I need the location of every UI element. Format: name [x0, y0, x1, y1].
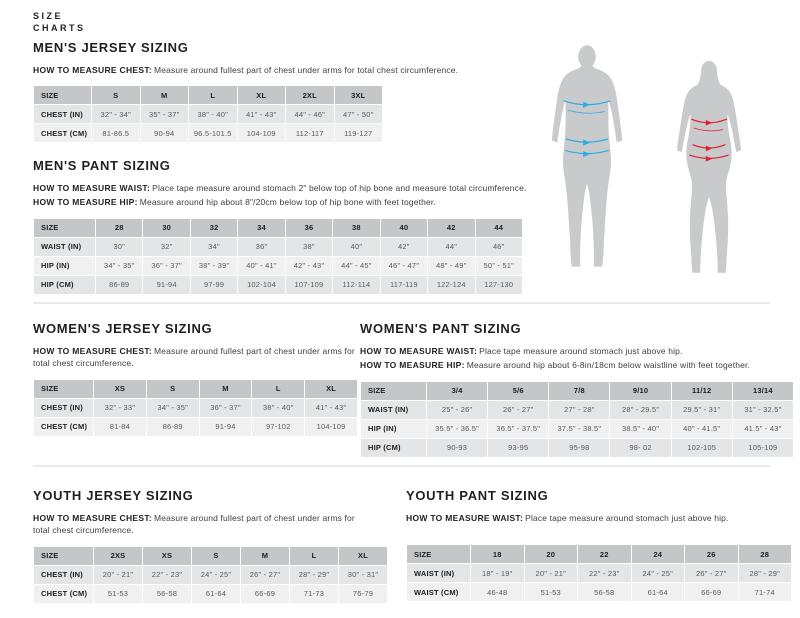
table-header-row [34, 379, 358, 398]
header-cell: SIZE [407, 545, 471, 564]
table-row [34, 256, 523, 275]
data-cell: 38" - 40" [189, 105, 238, 124]
row-label-cell: HIP (IN) [34, 256, 96, 275]
data-cell: 22" - 23" [578, 564, 632, 583]
data-cell: 91-94 [143, 275, 190, 294]
data-cell: 46" - 47" [380, 256, 427, 275]
row-label-cell: HIP (CM) [34, 275, 96, 294]
header-cell: 11/12 [671, 381, 732, 400]
measure-instruction [33, 512, 373, 537]
row-label-cell: CHEST (IN) [34, 105, 92, 124]
data-cell: 81-86.5 [92, 124, 141, 143]
instruction-label: HOW TO MEASURE WAIST: [33, 183, 151, 193]
data-cell: 25" - 26" [427, 400, 488, 419]
instruction-label: HOW TO MEASURE WAIST: [406, 513, 524, 523]
header-cell: M [199, 379, 252, 398]
table-row [34, 398, 358, 417]
header-cell: XL [339, 546, 388, 565]
header-cell: 22 [578, 545, 632, 564]
header-cell: 18 [471, 545, 525, 564]
data-cell: 24" - 25" [631, 564, 685, 583]
table-row [34, 417, 358, 436]
table-row [361, 419, 794, 438]
row-label-cell: WAIST (IN) [407, 564, 471, 583]
table-row [34, 565, 388, 584]
header-cell: 9/10 [610, 381, 671, 400]
row-label-cell: WAIST (CM) [407, 583, 471, 602]
mens-pant-section [33, 158, 535, 295]
data-cell: 40" - 41" [238, 256, 285, 275]
header-cell: 44 [475, 218, 523, 237]
data-cell: 35" - 37" [140, 105, 189, 124]
data-cell: 34" [190, 237, 237, 256]
header-cell: 2XS [94, 546, 143, 565]
data-cell: 32" - 33" [94, 398, 147, 417]
female-figure [669, 53, 749, 283]
table-row [34, 584, 388, 603]
header-cell: L [189, 86, 238, 105]
row-label-cell: CHEST (IN) [34, 398, 94, 417]
section-title: YOUTH JERSEY SIZING [33, 488, 194, 503]
section-title: YOUTH PANT SIZING [406, 488, 549, 503]
header-cell: 32 [190, 218, 237, 237]
data-cell: 22" - 23" [143, 565, 192, 584]
section-divider [33, 465, 770, 467]
data-cell: 112-114 [333, 275, 380, 294]
data-cell: 61-64 [631, 583, 685, 602]
data-cell: 28" - 29" [290, 565, 339, 584]
header-cell: 2XL [286, 86, 335, 105]
data-cell: 51-53 [94, 584, 143, 603]
table-row [34, 124, 383, 143]
data-cell: 27" - 28" [549, 400, 610, 419]
data-cell: 76-79 [339, 584, 388, 603]
data-cell: 36" - 37" [143, 256, 190, 275]
data-cell: 26" - 27" [488, 400, 549, 419]
header-cell: SIZE [34, 86, 92, 105]
data-cell: 42" [380, 237, 427, 256]
data-cell: 36.5" - 37.5" [488, 419, 549, 438]
header-cell: 40 [380, 218, 427, 237]
header-cell: SIZE [361, 381, 427, 400]
header-cell: 5/6 [488, 381, 549, 400]
header-cell: SIZE [34, 379, 94, 398]
instruction-text: Measure around fullest part of chest under arms for total chest circumference. [33, 346, 355, 369]
row-label-cell: WAIST (IN) [361, 400, 427, 419]
measure-instruction [360, 359, 795, 371]
table-header-row [34, 546, 388, 565]
table-row [34, 105, 383, 124]
header-cell: S [146, 379, 199, 398]
header-cell: L [252, 379, 305, 398]
table-header-row [407, 545, 792, 564]
data-cell: 36" [238, 237, 285, 256]
data-cell: 71-74 [738, 583, 792, 602]
instruction-text: Measure around fullest part of chest under arms for total chest circumference. [154, 65, 459, 75]
data-cell: 81-84 [94, 417, 147, 436]
header-cell: S [192, 546, 241, 565]
data-cell: 51-53 [524, 583, 578, 602]
mens-pant-size-table [33, 218, 523, 295]
data-cell: 112-117 [286, 124, 335, 143]
data-cell: 20" - 21" [524, 564, 578, 583]
instruction-label: HOW TO MEASURE HIP: [33, 197, 138, 208]
data-cell: 31" - 32.5" [732, 400, 793, 419]
data-cell: 66-69 [241, 584, 290, 603]
size-charts-logo [33, 10, 86, 34]
data-cell: 30" - 31" [339, 565, 388, 584]
data-cell: 50" - 51" [475, 256, 523, 275]
data-cell: 105-109 [732, 438, 793, 457]
table-header-row [361, 381, 794, 400]
data-cell: 44" [428, 237, 475, 256]
data-cell: 56-58 [578, 583, 632, 602]
data-cell: 30" [96, 237, 143, 256]
data-cell: 34" - 35" [146, 398, 199, 417]
instruction-label: HOW TO MEASURE CHEST: [33, 65, 153, 75]
data-cell: 91-94 [199, 417, 252, 436]
header-cell: 13/14 [732, 381, 793, 400]
measure-instruction [33, 64, 535, 76]
header-cell: 20 [524, 545, 578, 564]
data-cell: 46" [475, 237, 523, 256]
row-label-cell: CHEST (CM) [34, 124, 92, 143]
data-cell: 97-102 [252, 417, 305, 436]
table-row [34, 237, 523, 256]
data-cell: 38.5" - 40" [610, 419, 671, 438]
header-cell: XL [305, 379, 358, 398]
womens-pant-section [360, 321, 795, 458]
table-row [407, 583, 792, 602]
data-cell: 44" - 45" [333, 256, 380, 275]
data-cell: 38" [285, 237, 332, 256]
instruction-text: Place tape measure around stomach just above hip. [479, 346, 683, 356]
header-cell: 3/4 [427, 381, 488, 400]
data-cell: 107-109 [285, 275, 332, 294]
data-cell: 66-69 [685, 583, 739, 602]
data-cell: 37.5" - 38.5" [549, 419, 610, 438]
data-cell: 102-104 [238, 275, 285, 294]
header-cell: 42 [428, 218, 475, 237]
header-cell: 36 [285, 218, 332, 237]
data-cell: 86-89 [146, 417, 199, 436]
data-cell: 42" - 43" [285, 256, 332, 275]
data-cell: 26" - 27" [685, 564, 739, 583]
instruction-label: HOW TO MEASURE CHEST: [33, 513, 153, 523]
data-cell: 41" - 43" [305, 398, 358, 417]
youth-jersey-section [33, 488, 389, 604]
header-cell: S [92, 86, 141, 105]
data-cell: 40" [333, 237, 380, 256]
data-cell: 35.5" - 36.5" [427, 419, 488, 438]
data-cell: 38" - 39" [190, 256, 237, 275]
womens-pant-size-table [360, 381, 794, 458]
header-cell: 28 [738, 545, 792, 564]
data-cell: 20" - 21" [94, 565, 143, 584]
data-cell: 32" [143, 237, 190, 256]
data-cell: 29.5" - 31" [671, 400, 732, 419]
data-cell: 104-109 [305, 417, 358, 436]
data-cell: 90-94 [140, 124, 189, 143]
measure-instruction [360, 345, 795, 357]
data-cell: 28" - 29" [738, 564, 792, 583]
instruction-text: Measure around fullest part of chest under arms for total chest circumference. [33, 513, 355, 536]
table-row [34, 275, 523, 294]
header-cell: L [290, 546, 339, 565]
data-cell: 38" - 40" [252, 398, 305, 417]
header-cell: XS [143, 546, 192, 565]
mens-jersey-size-table [33, 85, 383, 143]
data-cell: 36" - 37" [199, 398, 252, 417]
section-title: MEN'S PANT SIZING [33, 158, 171, 173]
data-cell: 28" - 29.5" [610, 400, 671, 419]
header-cell: 38 [333, 218, 380, 237]
data-cell: 95-98 [549, 438, 610, 457]
male-figure [545, 34, 629, 284]
header-cell: 30 [143, 218, 190, 237]
instruction-text: Measure around hip about 8"/20cm below top of hip bone with feet together. [139, 197, 436, 208]
measure-instruction [33, 182, 535, 194]
data-cell: 117-119 [380, 275, 427, 294]
data-cell: 24" - 25" [192, 565, 241, 584]
header-cell: 34 [238, 218, 285, 237]
data-cell: 119-127 [334, 124, 383, 143]
data-cell: 71-73 [290, 584, 339, 603]
data-cell: 44" - 46" [286, 105, 335, 124]
data-cell: 104-109 [237, 124, 286, 143]
measure-instruction [33, 345, 361, 370]
male-silhouette [552, 45, 622, 266]
header-cell: 26 [685, 545, 739, 564]
data-cell: 34" - 35" [96, 256, 143, 275]
instruction-text: Place tape measure around stomach 2" below top of hip bone and measure total circumference. [152, 183, 527, 193]
header-cell: SIZE [34, 546, 94, 565]
table-row [407, 564, 792, 583]
data-cell: 46-48 [471, 583, 525, 602]
measure-instruction [33, 196, 535, 208]
womens-jersey-size-table [33, 379, 358, 437]
data-cell: 90-93 [427, 438, 488, 457]
header-cell: 3XL [334, 86, 383, 105]
data-cell: 41.5" - 43" [732, 419, 793, 438]
data-cell: 93-95 [488, 438, 549, 457]
data-cell: 86-89 [96, 275, 143, 294]
section-divider [33, 302, 770, 304]
instruction-label: HOW TO MEASURE HIP: [360, 360, 465, 371]
logo-line-2: CHARTS [33, 23, 86, 34]
section-title: MEN'S JERSEY SIZING [33, 40, 189, 55]
instruction-text: Place tape measure around stomach just above hip. [525, 513, 729, 523]
instruction-label: HOW TO MEASURE CHEST: [33, 346, 153, 356]
logo-line-1: SIZE [33, 11, 64, 21]
header-cell: M [241, 546, 290, 565]
row-label-cell: CHEST (CM) [34, 584, 94, 603]
data-cell: 48" - 49" [428, 256, 475, 275]
header-cell: M [140, 86, 189, 105]
section-title: WOMEN'S PANT SIZING [360, 321, 522, 336]
data-cell: 61-64 [192, 584, 241, 603]
header-cell: 28 [96, 218, 143, 237]
data-cell: 26" - 27" [241, 565, 290, 584]
data-cell: 18" - 19" [471, 564, 525, 583]
table-header-row [34, 86, 383, 105]
data-cell: 40" - 41.5" [671, 419, 732, 438]
data-cell: 97-99 [190, 275, 237, 294]
row-label-cell: CHEST (CM) [34, 417, 94, 436]
data-cell: 102-105 [671, 438, 732, 457]
instruction-text: Measure around hip about 6-8in/18cm below waistline with feet together. [466, 360, 751, 371]
table-header-row [34, 218, 523, 237]
youth-pant-section [406, 488, 792, 602]
row-label-cell: HIP (CM) [361, 438, 427, 457]
header-cell: XS [94, 379, 147, 398]
data-cell: 98- 02 [610, 438, 671, 457]
data-cell: 41" - 43" [237, 105, 286, 124]
youth-jersey-size-table [33, 546, 388, 604]
mens-jersey-section [33, 40, 535, 143]
data-cell: 127-130 [475, 275, 523, 294]
section-title: WOMEN'S JERSEY SIZING [33, 321, 213, 336]
womens-jersey-section [33, 321, 361, 437]
measure-instruction [406, 512, 792, 524]
data-cell: 96.5-101.5 [189, 124, 238, 143]
row-label-cell: CHEST (IN) [34, 565, 94, 584]
table-row [361, 400, 794, 419]
data-cell: 56-58 [143, 584, 192, 603]
youth-pant-size-table [406, 544, 792, 602]
female-silhouette [677, 61, 741, 273]
row-label-cell: HIP (IN) [361, 419, 427, 438]
data-cell: 32" - 34" [92, 105, 141, 124]
header-cell: SIZE [34, 218, 96, 237]
data-cell: 47" - 50" [334, 105, 383, 124]
header-cell: XL [237, 86, 286, 105]
header-cell: 7/8 [549, 381, 610, 400]
header-cell: 24 [631, 545, 685, 564]
row-label-cell: WAIST (IN) [34, 237, 96, 256]
instruction-label: HOW TO MEASURE WAIST: [360, 346, 478, 356]
table-row [361, 438, 794, 457]
data-cell: 122-124 [428, 275, 475, 294]
